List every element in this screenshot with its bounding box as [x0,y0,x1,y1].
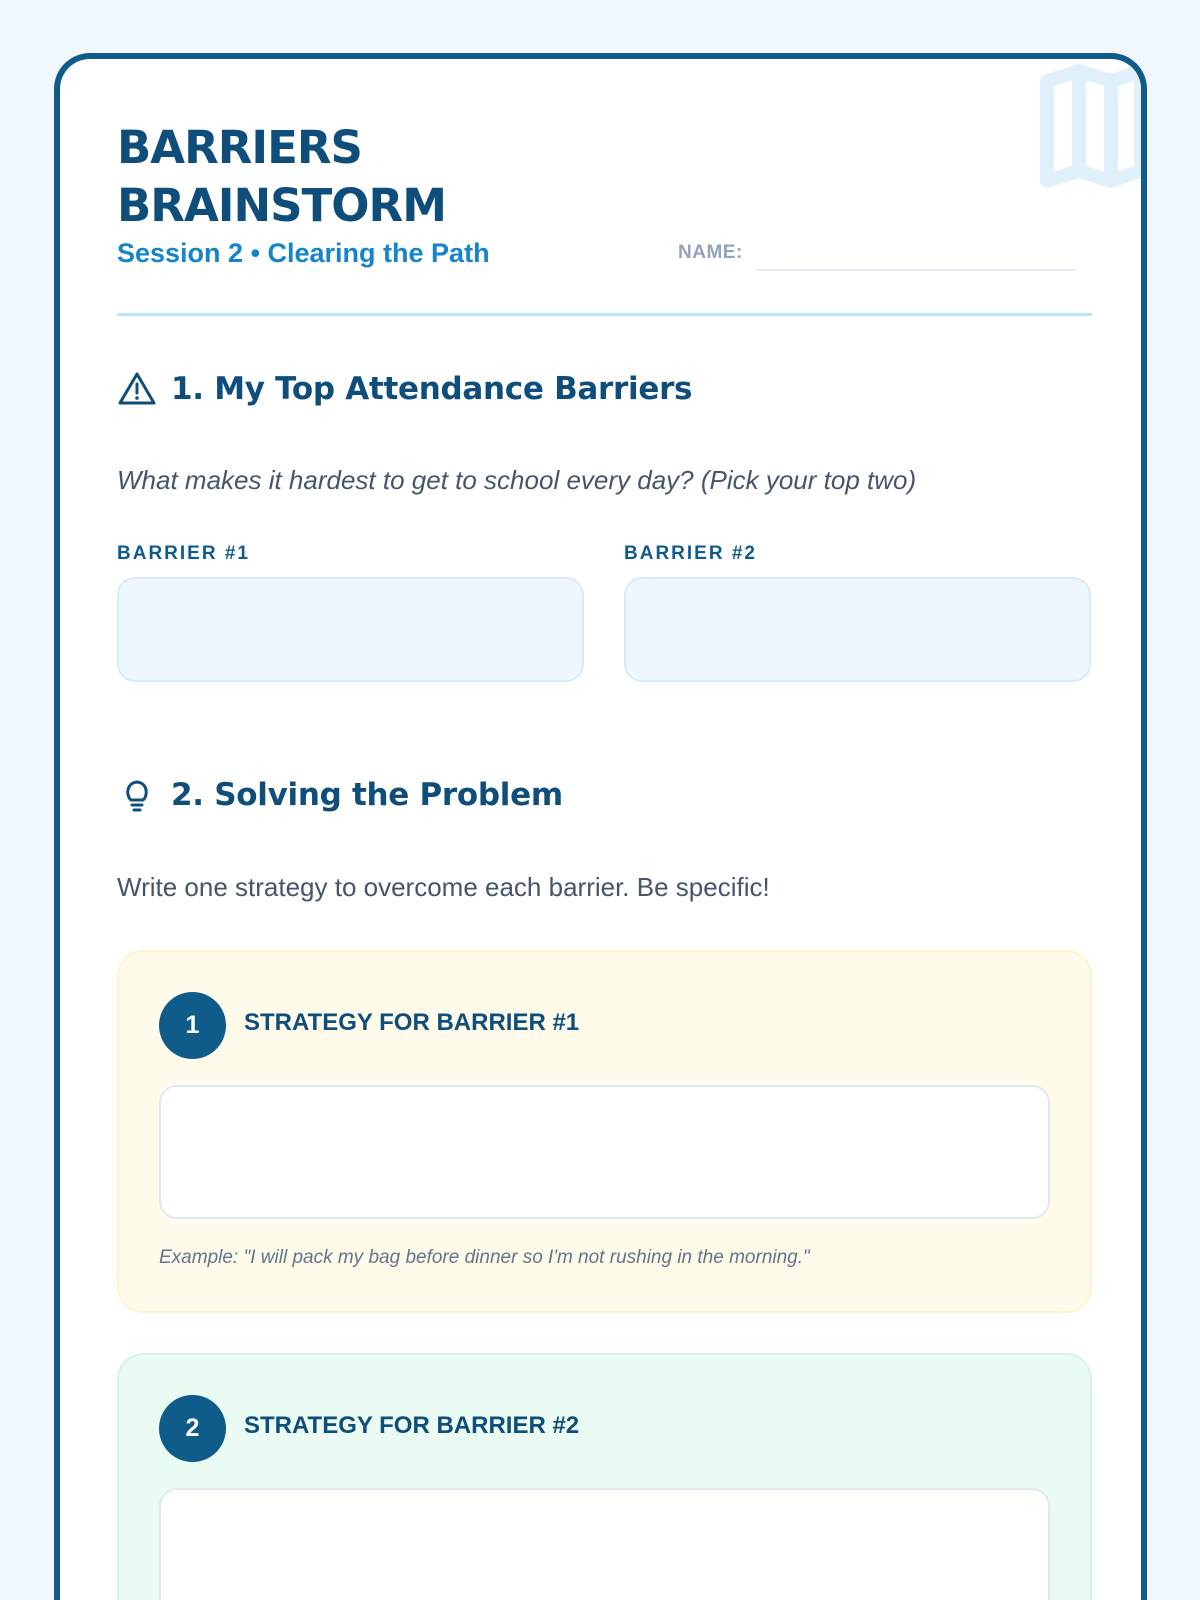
strategy-card-1 [117,950,1092,1313]
section-1-prompt: What makes it hardest to get to school every day? (Pick your top two) [117,465,917,495]
strategy-2-input[interactable] [159,1488,1050,1600]
page-title [117,119,446,235]
title-line-1: BARRIERS [117,121,362,174]
barrier-2-input[interactable] [624,577,1091,682]
strategy-1-example: Example: "I will pack my bag before dinner so I'm not rushing in the morning." [159,1247,810,1268]
session-subtitle: Session 2 • Clearing the Path [117,238,490,268]
strategy-1-label: STRATEGY FOR BARRIER #1 [244,1009,580,1036]
warning-triangle-icon [117,369,157,409]
lightbulb-icon [117,775,157,815]
name-label: NAME: [678,242,743,263]
section-1-heading [117,369,692,409]
name-field[interactable] [757,269,1075,271]
strategy-number-badge: 2 [159,1395,226,1462]
worksheet-card [54,53,1147,1600]
map-icon [991,59,1141,199]
barrier-1-label: BARRIER #1 [117,543,250,564]
strategy-2-label: STRATEGY FOR BARRIER #2 [244,1412,580,1439]
section-2-heading [117,775,563,815]
header-divider [117,313,1092,316]
strategy-card-2 [117,1353,1092,1600]
section-1-title: 1. My Top Attendance Barriers [171,371,693,407]
title-line-2: BRAINSTORM [117,179,446,232]
strategy-1-input[interactable] [159,1085,1050,1219]
section-2-instruction: Write one strategy to overcome each barrier. Be specific! [117,872,770,902]
barrier-2-label: BARRIER #2 [624,543,757,564]
section-2-title: 2. Solving the Problem [171,777,563,813]
barrier-1-input[interactable] [117,577,584,682]
strategy-number-badge: 1 [159,992,226,1059]
